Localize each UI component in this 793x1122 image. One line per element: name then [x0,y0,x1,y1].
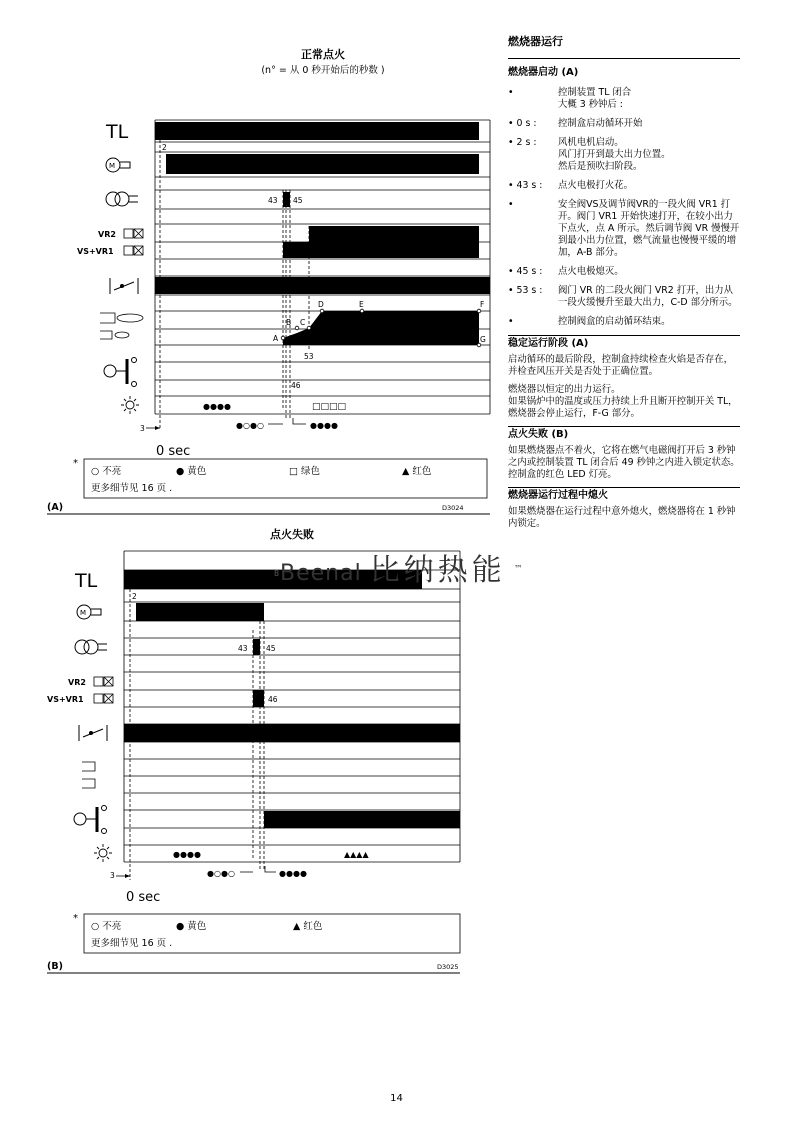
event-time: • 0 s : [508,118,537,129]
point-c: C [300,318,306,327]
led-yellow-after: ●●●● [310,421,338,430]
pressure-switch-icon [79,725,107,741]
steady-p2: 燃烧器以恒定的出力运行。 如果锅炉中的温度或压力持续上升且断开控制开关 TL，燃烧器会停止运行，F-G 部分。 [508,384,738,419]
time-46: 46 [291,381,301,390]
legend-red: ▲ 红色 [293,921,323,932]
time-b-marker: B [274,569,280,578]
event-item [508,285,740,309]
time-2: 2 [162,143,167,152]
diagram-a-code: D3024 [442,504,464,512]
time-45: 45 [293,196,303,205]
flameout-title: 燃烧器运行过程中熄火 [508,487,740,502]
legend-star: * [73,913,78,924]
event-item [508,180,740,192]
lockout-bar [264,811,460,828]
time-46: 46 [268,695,278,704]
event-item [508,266,740,278]
event-text: 风机电机启动。 风门打开到最大出力位置。 然后是预吹扫阶段。 [558,137,671,172]
event-time: • 2 s : [508,137,537,148]
point-g: G [480,335,486,344]
time-3: 3 [140,424,145,433]
vs-vr1-bar [253,690,264,707]
start-title: 燃烧器启动 (A) [508,67,579,78]
diagram-a-tag: (A) [47,502,64,513]
event-text: 安全阀VS及调节阀VR的一段火阀 VR1 打开。阀门 VR1 开始快速打开，在较小出力下点火，点 A 所示。然后调节阀 VR 慢慢开到最小出力位置，燃气流量也慢慢平缓的增加，A-B 部分。 [558,199,740,258]
event-time: • 43 s : [508,180,543,191]
steady-title: 稳定运行阶段 (A) [508,335,740,350]
legend-yellow: ● 黄色 [176,466,207,477]
legend-off: ○ 不亮 [91,466,122,477]
event-item [508,87,740,111]
legend-more: 更多细节见 16 页 . [91,938,173,949]
event-time: • 45 s : [508,266,543,277]
event-text: 阀门 VR 的二段火阀门 VR2 打开，出力从一段火缓慢升至最大出力，C-D 部分所示。 [558,285,738,308]
event-time: • [508,316,514,327]
page-number: 14 [390,1093,403,1104]
lockout-lamp-icon [74,806,107,834]
svg-text:M: M [80,609,87,617]
valve-icon [94,677,113,686]
led-yellow-prepurge: ●●●● [173,850,201,859]
legend-more: 更多细节见 16 页 . [91,483,173,494]
event-time: • [508,87,514,98]
watermark-cn: 比纳热能 [369,553,506,588]
fail-title: 点火失败 (B) [508,426,740,441]
time-45: 45 [266,644,276,653]
time-43: 43 [268,196,278,205]
led-mixed: ●○●○ [207,869,235,878]
event-text: 控制装置 TL 闭合 大概 3 秒钟后 : [558,87,632,110]
watermark-latin: Beenal [280,561,362,586]
event-item [508,118,740,130]
row-label-vr2: VR2 [98,230,116,239]
fail-p: 如果燃烧器点不着火，它将在燃气电磁阀打开后 3 秒钟之内或控制装置 TL 闭合后 49 秒钟之内进入锁定状态。 控制盒的红色 LED 灯亮。 [508,445,740,480]
point-e: E [359,300,364,309]
legend-red: ▲ 红色 [402,466,432,477]
section-title: 燃烧器运行 [508,36,740,59]
time-43: 43 [238,644,248,653]
watermark [280,545,524,589]
event-text: 控制阀盒的启动循环结束。 [558,316,671,327]
event-time: • [508,199,514,210]
row-label-vr2: VR2 [68,678,86,687]
point-b: B [286,318,292,327]
point-a: A [273,334,279,343]
row-label-vs-vr1: VS+VR1 [47,695,84,704]
led-green-run: □□□□ [312,402,347,412]
legend-off: ○ 不亮 [91,921,122,932]
event-time: • 53 s : [508,285,543,296]
event-list [508,87,740,328]
valve-icon [94,694,113,703]
diagram-a-title: 正常点火 [301,48,345,61]
ignition-transformer-icon [75,640,107,654]
diagram-b-title: 点火失败 [270,528,314,541]
diagram-a-subtitle: (n° = 从 0 秒开始后的秒数 ) [261,65,385,76]
diagram-b-tag: (B) [47,961,63,972]
point-d: D [318,300,324,309]
row-label-tl: TL [75,570,98,592]
diagram-b-code: D3025 [437,963,459,971]
led-yellow-prepurge: ●●●● [203,402,231,411]
steady-p1: 启动循环的最后阶段，控制盒持续检查火焰是否存在，并检查风压开关是否处于正确位置。 [508,354,734,377]
svg-text:M: M [109,162,116,170]
legend-star: * [73,458,78,469]
led-mixed: ●○●○ [236,421,264,430]
led-yellow-after: ●●●● [279,869,307,878]
row-label-vs-vr1: VS+VR1 [77,247,114,256]
point-f: F [480,300,485,309]
legend-green: □ 绿色 [289,466,320,477]
time-53: 53 [304,352,314,361]
time-3: 3 [110,871,115,880]
zero-sec-b: 0 sec [126,890,161,905]
event-item [508,316,740,328]
event-text: 点火电极熄灭。 [558,266,624,277]
led-red-lockout: ▲▲▲▲ [344,850,369,859]
sun-icon [94,844,112,862]
event-item [508,137,740,173]
motor-bar [136,603,264,621]
event-text: 点火电极打火花。 [558,180,634,191]
right-column [508,36,740,536]
row-label-tl: TL [106,121,129,143]
watermark-tm: ™ [513,564,524,575]
legend-yellow: ● 黄色 [176,921,207,932]
ignition-bar [253,639,260,655]
zero-sec-a: 0 sec [156,444,191,459]
flame-icon [82,762,95,788]
event-text: 控制盒启动循环开始 [558,118,643,129]
pressure-switch-bar [124,724,460,742]
flameout-p: 如果燃烧器在运行过程中意外熄火，燃烧器将在 1 秒钟内锁定。 [508,506,736,529]
event-item [508,199,740,259]
time-2: 2 [132,592,137,601]
